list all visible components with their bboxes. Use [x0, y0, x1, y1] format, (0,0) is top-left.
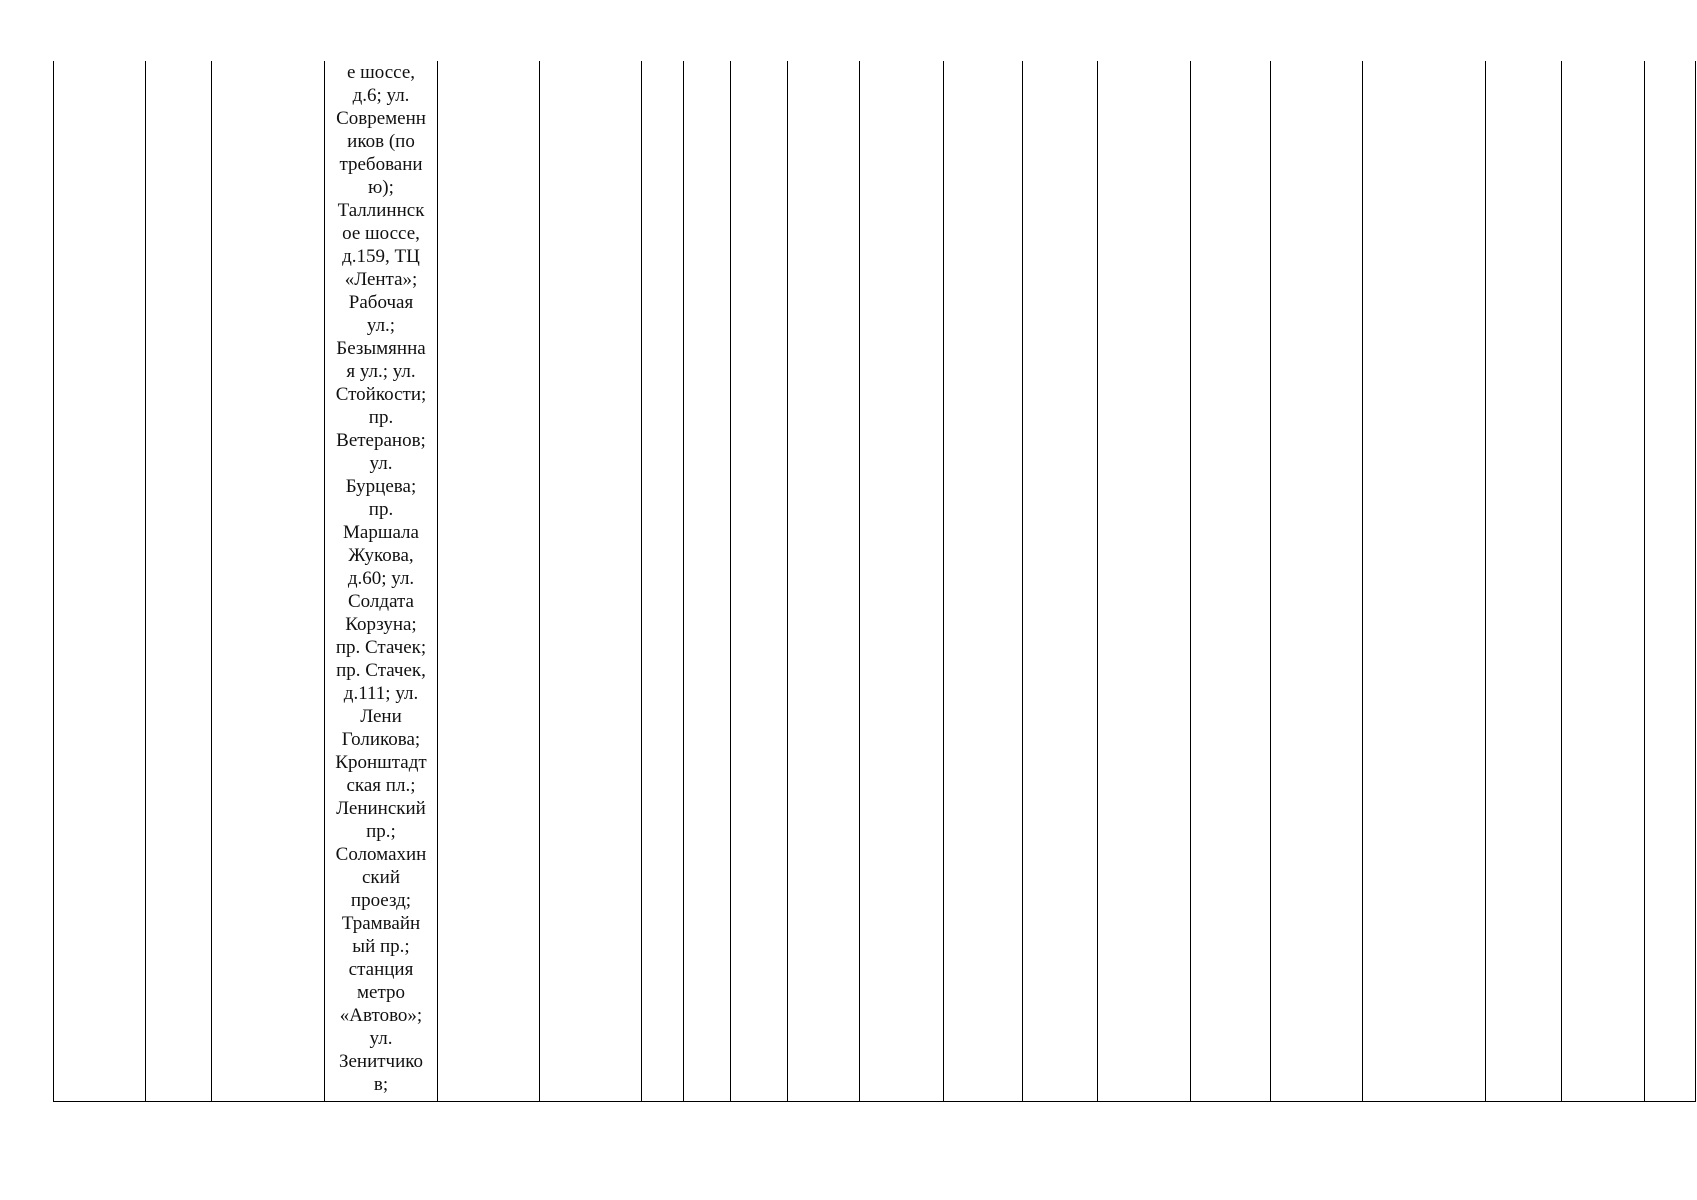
table-cell-12	[944, 61, 1023, 1102]
table-cell-5	[438, 61, 540, 1102]
table-cell-7	[642, 61, 684, 1102]
table-cell-8	[684, 61, 731, 1102]
table-cell-14	[1098, 61, 1191, 1102]
table-row	[54, 61, 1696, 1102]
table-cell-3	[212, 61, 325, 1102]
table-cell-2	[146, 61, 212, 1102]
table-cell-route-stops	[325, 61, 438, 1102]
table-cell-18	[1486, 61, 1562, 1102]
route-stops-text: е шоссе, д.6; ул. Современн иков (по требовани ю); Таллиннск ое шоссе, д.159, ТЦ «Лента»; Рабочая ул.; Безымянна я ул.; ул. Стойкости; пр. Ветеранов; ул. Бурцева; пр. Маршала Жукова, д.60; ул. Солдата Корзуна; пр. Стачек; пр. Стачек, д.111; ул. Лени Голикова; Кронштадт ская пл.; Ленинский пр.; Соломахин ский проезд; Трамвайн ый пр.; станция метро «Автово»; ул. Зенитчико в;	[335, 62, 427, 1095]
table-cell-11	[860, 61, 944, 1102]
table-cell-9	[731, 61, 788, 1102]
table-cell-16	[1271, 61, 1363, 1102]
table-cell-15	[1191, 61, 1271, 1102]
table-cell-1	[54, 61, 146, 1102]
table-cell-19	[1562, 61, 1645, 1102]
table-cell-20	[1645, 61, 1696, 1102]
table-cell-10	[788, 61, 860, 1102]
table-cell-6	[540, 61, 642, 1102]
document-table	[53, 61, 1696, 1102]
table-cell-17	[1363, 61, 1486, 1102]
table-cell-13	[1023, 61, 1098, 1102]
